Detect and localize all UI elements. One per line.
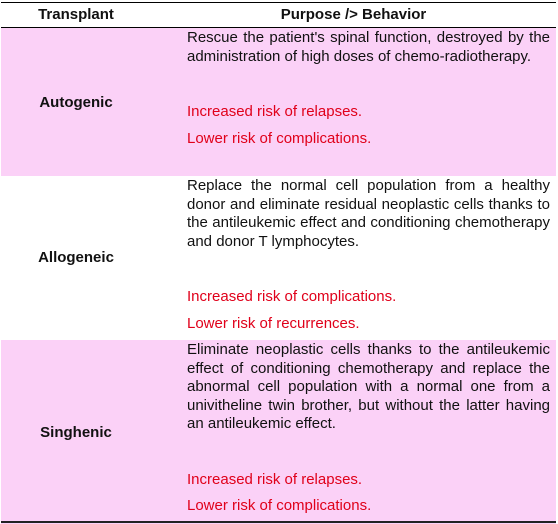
row-body (151, 340, 556, 524)
table-row-allogeneic (1, 176, 556, 340)
header-transplant: Transplant (38, 6, 114, 23)
row-note-2: Lower risk of complications. (187, 129, 372, 147)
table-bottom-border (1, 521, 556, 523)
table-header (1, 2, 556, 28)
table-row-singhenic (1, 340, 556, 524)
row-note-2: Lower risk of complications. (187, 497, 372, 514)
header-purpose: Purpose /> Behavior (280, 6, 427, 23)
row-note-2: Lower risk of recurrences. (187, 314, 360, 332)
row-purpose: Rescue the patient's spinal function, destroyed by the administration of high doses of chemo-radiotherapy. (187, 29, 550, 65)
row-purpose: Replace the normal cell population from a healthy donor and eliminate residual neoplastic cells thanks to the antileukemic effect and conditioning chemotherapy and donor T lymphocytes. (187, 177, 550, 250)
row-label: Singhenic (40, 423, 112, 441)
row-body (151, 176, 556, 339)
row-note-1: Increased risk of complications. (187, 288, 397, 305)
table-row-autogenic (1, 28, 556, 176)
row-note-1: Increased risk of relapses. (187, 103, 363, 120)
row-label: Autogenic (39, 93, 113, 111)
row-note-1: Increased risk of relapses. (187, 470, 363, 488)
transplant-table (1, 2, 556, 524)
row-body (151, 28, 556, 176)
row-label: Allogeneic (38, 249, 114, 266)
row-purpose: Eliminate neoplastic cells thanks to the antileukemic effect of conditioning chemotherapy and replace the abnormal cell population with a normal one from a univitheline twin brother, but without the latter having an antileukemic effect. (187, 341, 550, 432)
